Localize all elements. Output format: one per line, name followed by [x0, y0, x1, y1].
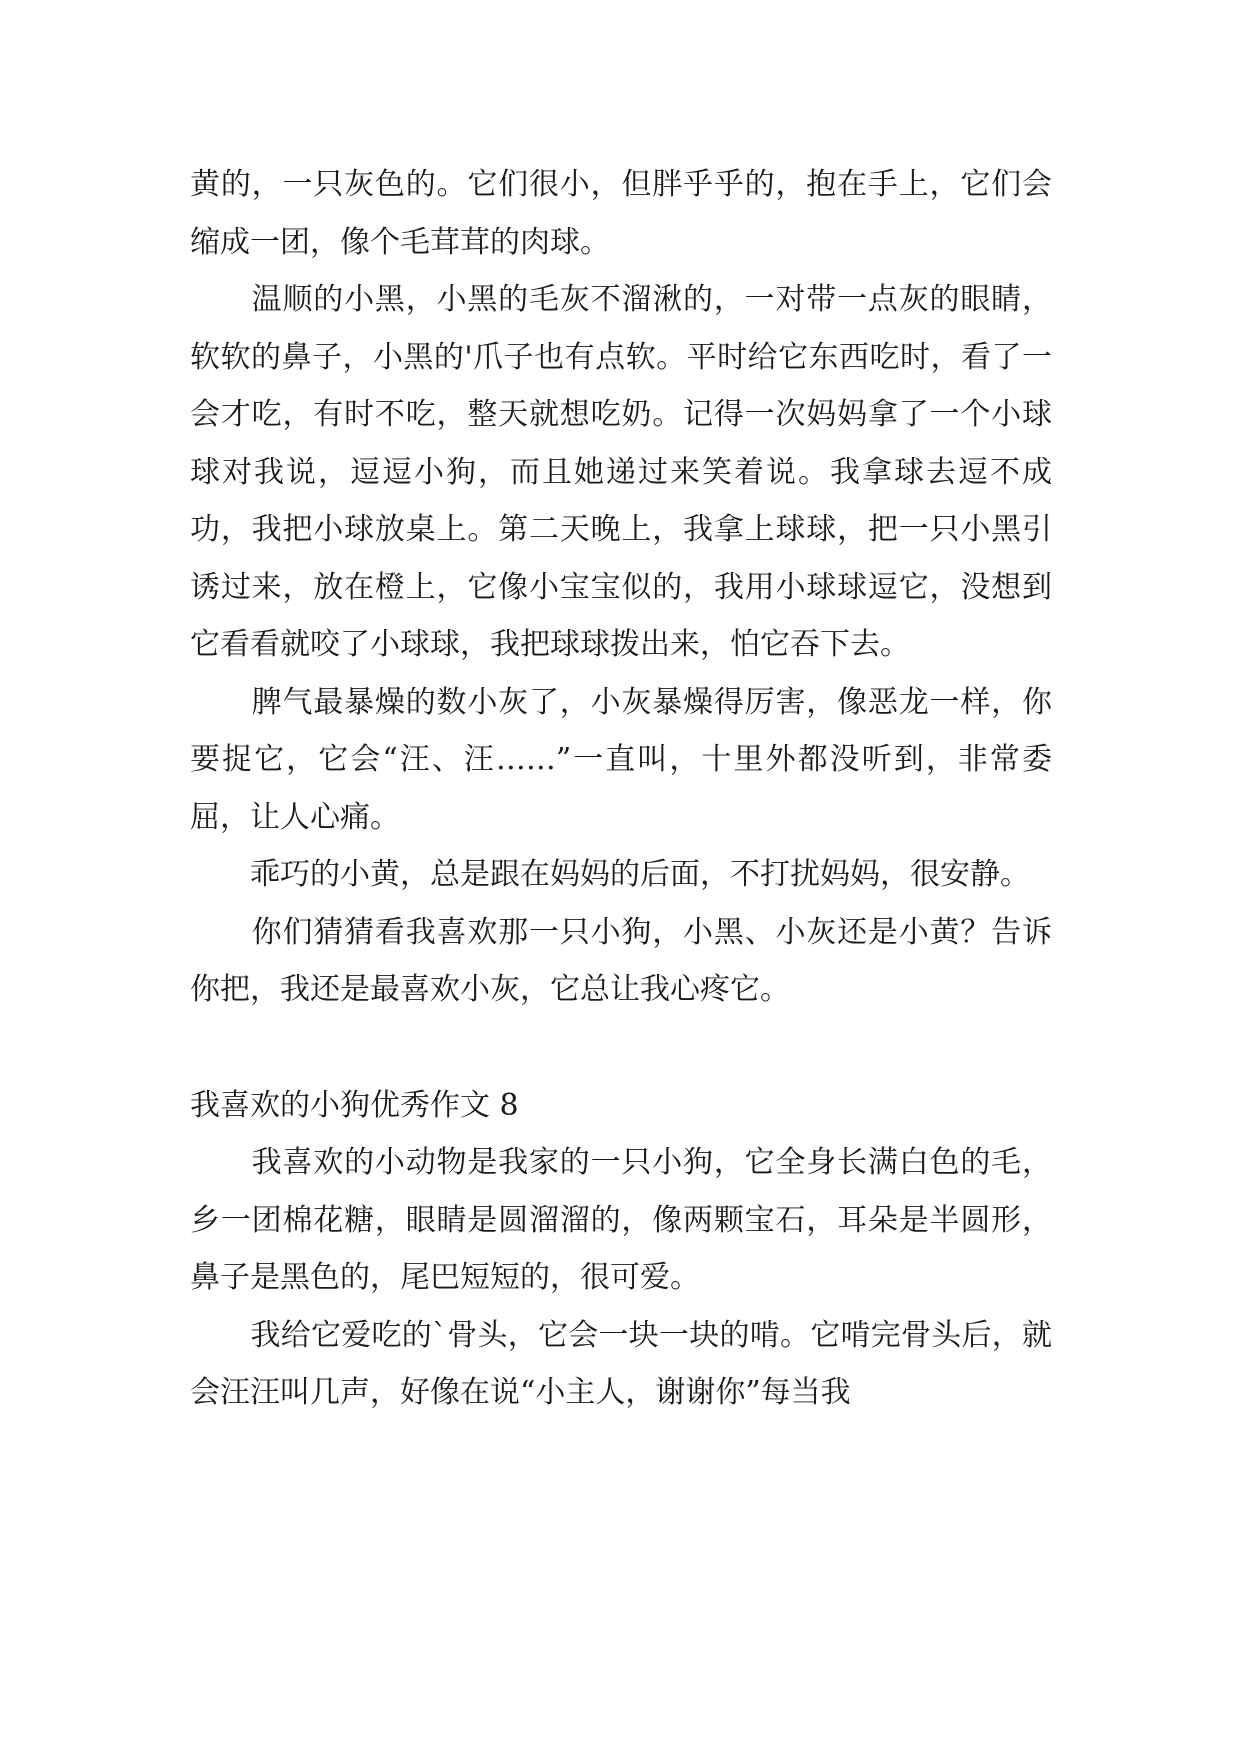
section-title: 我喜欢的小狗优秀作文 8 [190, 1087, 519, 1123]
paragraph-5: 你们猜猜看我喜欢那一只小狗，小黑、小灰还是小黄？告诉你把，我还是最喜欢小灰，它总让我心疼它。 [190, 914, 1052, 1007]
paragraph-7: 我给它爱吃的`骨头，它会一块一块的啃。它啃完骨头后，就会汪汪叫几声，好像在说“小主人，谢谢你”每当我 [190, 1317, 1052, 1410]
paragraph-4: 乖巧的小黄，总是跟在妈妈的后面，不打扰妈妈，很安静。 [190, 857, 1030, 892]
section-spacer [190, 1019, 1052, 1077]
paragraph-1: 黄的，一只灰色的。它们很小，但胖乎乎的，抱在手上，它们会缩成一团，像个毛茸茸的肉球。 [190, 167, 1052, 260]
document-page [190, 156, 1052, 1422]
paragraph-3: 脾气最暴燥的数小灰了，小灰暴燥得厉害，像恶龙一样，你要捉它，它会“汪、汪……”一直叫，十里外都没听到，非常委屈，让人心痛。 [190, 684, 1052, 835]
paragraph-2: 温顺的小黑，小黑的毛灰不溜湫的，一对带一点灰的眼睛，软软的鼻子，小黑的'爪子也有点软。平时给它东西吃时，看了一会才吃，有时不吃，整天就想吃奶。记得一次妈妈拿了一个小球球对我说，逗逗小狗，而且她递过来笑着说。我拿球去逗不成功，我把小球放桌上。第二天晚上，我拿上球球，把一只小黑引诱过来，放在橙上，它像小宝宝似的，我用小球球逗它，没想到它看看就咬了小球球，我把球球拨出来，怕它吞下去。 [190, 282, 1052, 662]
paragraph-6: 我喜欢的小动物是我家的一只小狗，它全身长满白色的毛，乡一团棉花糖，眼睛是圆溜溜的，像两颗宝石，耳朵是半圆形，鼻子是黑色的，尾巴短短的，很可爱。 [190, 1145, 1052, 1295]
